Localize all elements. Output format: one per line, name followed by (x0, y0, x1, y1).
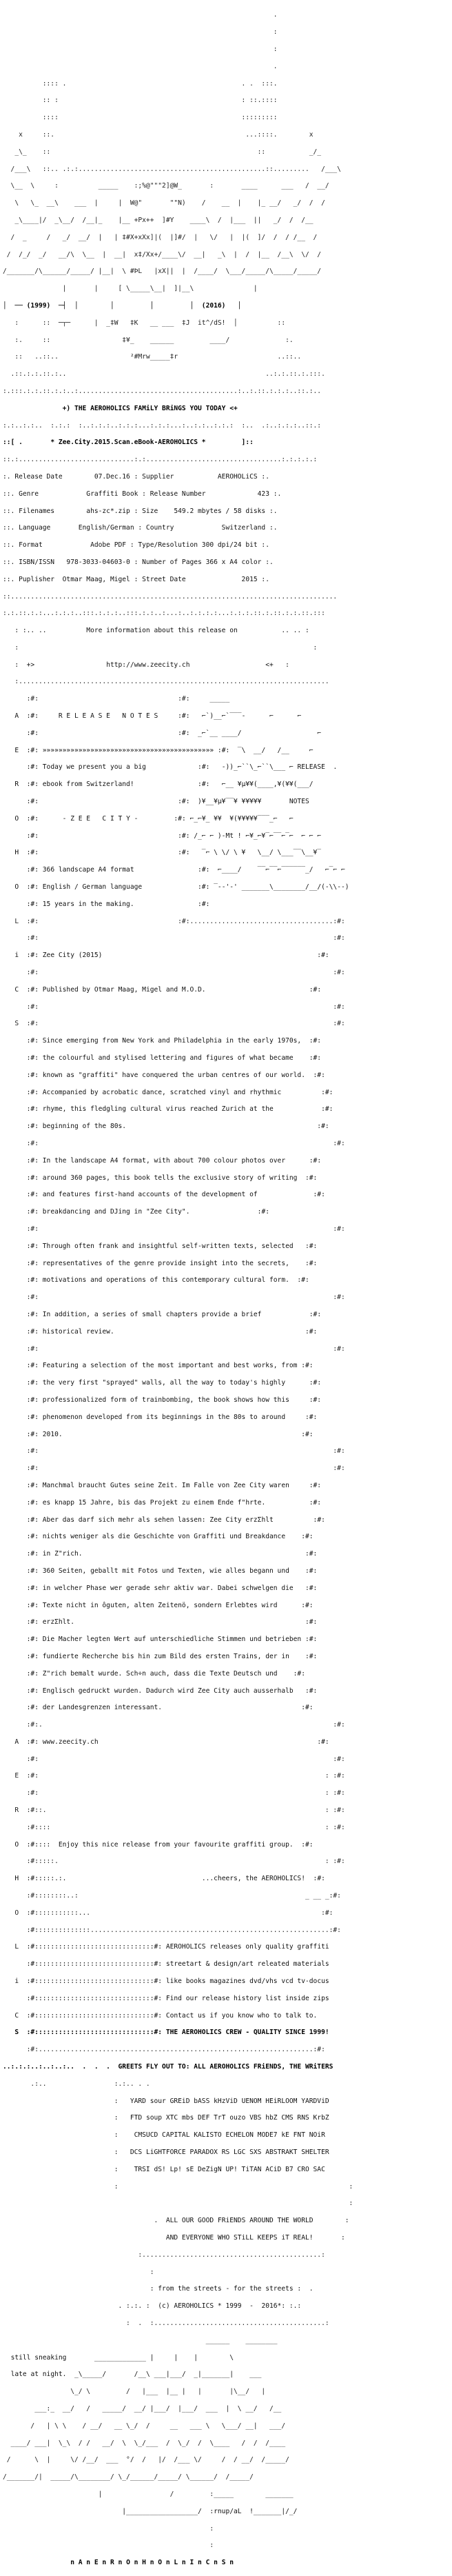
para-line: beginning of the 80s. (42, 1123, 127, 1131)
info-row-4: ::. Format Adobe PDF : Type/Resolution 300 dpi/24 bit :. (3, 541, 269, 550)
side-letter: R (14, 781, 19, 789)
ascii-art-top-12: \ \_ __\ ___ | | W@" ""N) / __ | |_ __/ _/ / / (3, 199, 325, 208)
cheers-line: H :#:::::.:. ...cheers, the AEROHOLICS! :#: (14, 1875, 325, 1883)
side-letter: R (14, 1807, 19, 1815)
divider-2: ::.:.............................:.:..................................:.:.:.:.: (3, 456, 318, 464)
friends-line-1: ALL OUR GOOD FRiENDS AROUND THE WORLD (165, 2217, 314, 2225)
side-letter: O (14, 814, 19, 823)
streets-2: . :.:. : (c) AEROHOLICS * 1999 - 2016*: :.: (3, 2302, 302, 2311)
footer-info-line: Find our release history list inside zips (165, 1994, 329, 2002)
logo-6: / \ | \/ /__/ ___ °/ / |/ /___ \/ / / __/ /_____/ (3, 2456, 289, 2464)
p6-8: :#: erzΣhlt. :#: (3, 1618, 318, 1627)
para-line: erzΣhlt. (42, 1618, 74, 1627)
notes-blank6: :#: :#: (3, 1003, 345, 1011)
logo-3: ___:_ __/ / _____/ __/ |___/ |___/ ___ | \ __/ /__ (3, 2404, 282, 2413)
p5-1: :#: the very first "sprayed" walls, all the way to today's highly :#: (3, 1379, 322, 1387)
notes-blank8: :#: :#: (3, 1140, 345, 1147)
ascii-art-top-10: /___\ ::.. .:.:...............................................::......... /___\ (3, 165, 341, 173)
notes-close: :#::::::::::::::............................................................:#: (3, 1926, 341, 1934)
enjoy-line: O :#:::: Enjoy this nice release from your favourite graffiti group. :#: (14, 1840, 314, 1849)
notes-label: NOTES (289, 798, 309, 806)
zee-city-heading: - Z E E C I T Y - (62, 814, 138, 823)
p5-4: :#: 2010. :#: (3, 1430, 314, 1438)
footer-info-3: :#::::::::::::::::::::::::::::::#: Find our release history list inside zips (3, 1994, 329, 2002)
para-line: 360 Seiten, geballt mit Fotos und Texten, wie alles begann und (42, 1567, 289, 1575)
para-line: rhyme, this fledgling cultural virus reached Zurich at the (42, 1105, 274, 1114)
side-letter: C (14, 2011, 19, 2020)
greets-line: TRSI dS! Lp! sE DeZigN UP! TiTAN ACiD B7 CRO SAC (134, 2165, 325, 2173)
logo-10: : (3, 2542, 214, 2550)
para-line: professionalized form of trainbombing, the book shows how this (42, 1396, 289, 1404)
friends-1: . ALL OUR GOOD FRiENDS AROUND THE WORLD : (3, 2217, 349, 2225)
p2-3: :#: breakdancing and DJing in "Zee City". :#: (3, 1208, 270, 1216)
ascii-art-top-13: _\____|/ _\__/ /__|_ |__ +Px++ ]#Y ____\ / |___ || _/ / /__ (3, 216, 314, 224)
family-banner (3, 405, 449, 413)
notes-spec2: O :#: English / German language :#: ‾--'-' _______\________/__/(-\\--) (14, 883, 365, 892)
url-line: : +> http://www.zeecity.ch <+ : (3, 661, 289, 669)
bottom-word-line (3, 2559, 449, 2567)
para-line: Accompanied by acrobatic dance, scratched vinyl and rhythmic (42, 1088, 282, 1096)
notes-intro2: R :#: ebook from Switzerland! :#: ⌐__ ¥µ¥¥(____,¥(¥¥(___/ (14, 781, 338, 789)
notes-arrows-line: :#: :#: _⌐`__ ____/ ⌐ (3, 729, 329, 737)
para-line: representatives of the genre provide insight into the secrets, (42, 1259, 289, 1267)
para-line: motivations and operations of this contemporary cultural form. (42, 1276, 289, 1285)
notes-blank2: :#: :#: /_⌐ ⌐ )-Mt ! ⌐¥_⌐¥‾⌐‾‾⌐‾⌐ ⌐ ⌐ ⌐ (3, 832, 322, 840)
greets-sep: .:.. :.:.. . . (3, 2080, 150, 2088)
ascii-art-top-17: | | [ \_____\__| ]|__\ | (3, 285, 258, 293)
notes-blank20: :#:::::. : :#: (3, 1858, 345, 1866)
ascii-art-top-14: / _ / _/ __/ | | ‡#X+xXx]|( |]#/ | \/ | |( ]/ / / /__ / (3, 233, 318, 241)
divider-4: :.:.::.:.:...:.:.:..:::.:.:.:..:::.:.:..:...:..:.:.:.:...:.:.:.::.:.::.:.:.::.::: (3, 610, 325, 618)
para-line: Die Macher legten Wert auf unterschiedliche Stimmen und betrieben (42, 1636, 302, 1644)
published-line: C :#: Published by Otmar Maag, Migel and M.O.D. :#: (14, 985, 322, 994)
greets-line: CMSUCD CAPITAL KALISTO ECHELON MODE7 kE FNT NOiR (134, 2131, 325, 2140)
para-line: phenomenon developed from its beginnings in the 80s to around (42, 1413, 286, 1421)
notes-zee-line: O :#: - Z E E C I T Y - :#: ⌐_⌐¥_ ¥¥ ¥(¥¥¥¥¥‾‾‾_⌐ ⌐ (14, 814, 302, 823)
ascii-art-top-23: :.:::.:.:.::.:.:..:........................................:..:.::.:.:.:..::.:.. (3, 387, 322, 395)
para-line: Since emerging from New York and Philadelphia in the early 1970s, (42, 1037, 302, 1045)
para-line: Manchmal braucht Gutes seine Zeit. Im Falle von Zee City waren (42, 1481, 289, 1489)
logo-8: | / :_____ _______ (3, 2490, 294, 2498)
notes-blank4: :#: :#: (3, 934, 345, 943)
bottom-aeroholics-word: n A n E n R n O n H n O n L n I n C n S n (70, 2559, 234, 2567)
greets-line: YARD sour GREiD bASS kHzViD UENOM HEiRLOOM YARDViD (130, 2097, 329, 2105)
published-by: Published by Otmar Maag, Migel and M.O.D. (42, 985, 206, 994)
p3-2: :#: motivations and operations of this contemporary cultural form. :#: (3, 1276, 309, 1285)
p4-1: :#: historical review. :#: (3, 1327, 318, 1336)
notes-blank17: :#: : :#: (3, 1789, 345, 1798)
notes-blank15: :#: :#: (3, 1755, 345, 1763)
signature-line: |__________________/ :rnup/aL !_______|/_/ (3, 2507, 298, 2515)
streets-top: : (3, 2268, 154, 2276)
greets-3: : DCS LiGHTFORCE PARADOX RS LGC SXS ABSTRAKT SHELTER (3, 2149, 329, 2157)
para-line: around 360 pages, this book tells the exclusive story of writing (42, 1174, 298, 1182)
logo-9: : (3, 2524, 214, 2533)
para-line: the very first "sprayed" walls, all the way to today's highly (42, 1379, 286, 1387)
p6-10: :#: fundierte Recherche bis hin zum Bild des ersten Trains, der in :#: (3, 1652, 318, 1660)
greets-2: : CMSUCD CAPITAL KALISTO ECHELON MODE7 kE FNT NOiR (3, 2131, 325, 2140)
p5-3: :#: phenomenon developed from its beginnings in the 80s to around :#: (3, 1413, 318, 1421)
notes-blank9: :#: :#: (3, 1225, 345, 1233)
notes-heading: R E L E A S E N O T E S (58, 712, 158, 721)
side-letter: i (14, 1978, 19, 1986)
side-letter: S (14, 2029, 19, 2037)
streets-line-2: (c) AEROHOLICS * 1999 - 2016* (158, 2302, 282, 2311)
book-title-line: i :#: Zee City (2015) :#: (14, 952, 329, 960)
para-line: In the landscape A4 format, with about 700 colour photos over (42, 1156, 286, 1165)
notes-spec1: :#: 366 landscape A4 format :#: ⌐____/ ‾‾⌐‾‾⌐‾‾‾‾‾‾_/ ⌐‾⌐ ⌐ (3, 866, 358, 874)
side-letter: L (14, 917, 19, 925)
greets-1: : FTD soup XTC mbs DEF TrT ouzo VBS hbZ CMS RNS KrbZ (3, 2114, 329, 2122)
ascii-art-top-21: :: ..::.. ²#Mrw_____‡r ..::.. (3, 353, 302, 361)
footer-info-line: AEROHOLICS releases only quality graffiti (165, 1943, 329, 1951)
para-line: In addition, a series of small chapters provide a brief (42, 1310, 262, 1318)
divider-3: ::.................................................................................. (3, 592, 338, 601)
friends-2: AND EVERYONE WHO STiLL KEEPS iT REAL! : (165, 2234, 345, 2242)
p3-0: :#: Through often frank and insightful self-written texts, selected :#: (3, 1242, 318, 1250)
info-row-0: :. Release Date 07.Dec.16 : Supplier AEROHOLiCS :. (3, 472, 269, 481)
footer-info-line: like books magazines dvd/vhs vcd tv-docus (165, 1978, 329, 1986)
side-letter: E (14, 746, 19, 754)
para-line: and features first-hand accounts of the development of (42, 1191, 258, 1199)
notes-blank14: :#:. :#: (3, 1721, 345, 1729)
spec-line-3: 15 years in the making. (42, 900, 134, 908)
p4-0: :#: In addition, a series of small chapters provide a brief :#: (3, 1310, 322, 1318)
para-line: 2010. (42, 1430, 63, 1438)
ascii-art-top-4: . (3, 62, 278, 70)
p6-2: :#: Aber das darf sich mehr als sehen lassen: Zee City erzΣhlt :#: (3, 1516, 325, 1524)
para-line: the colourful and stylised lettering and figures of what became (42, 1054, 294, 1063)
notes-blank13: :#: :#: (3, 1465, 345, 1473)
ascii-art-top-8: x ::. ...::::. x (3, 130, 314, 139)
streets-close: : . :...........................................: (3, 2319, 329, 2327)
para-line: historical review. (42, 1327, 114, 1336)
footer-info-line: THE AEROHOLICS CREW - QUALITY SINCE 1999! (165, 2029, 329, 2037)
notes-blank21: :#::::::::..: _ __ _:#: (3, 1892, 341, 1900)
p1-0: :#: Since emerging from New York and Philadelphia in the early 1970s, :#: (3, 1037, 322, 1045)
ascii-art-top-20: :. :: ‡¥_ ______ ____/ :. (3, 336, 294, 344)
release-title-line: ::[ . * Zee.City.2015.Scan.eBook-AEROHOLICS * ]:: (3, 439, 254, 447)
side-letter: S (14, 1020, 19, 1028)
notes-blank22: O :#:::::::::::... :#: (14, 1909, 333, 1917)
p1-1: :#: the colourful and stylised lettering and figures of what became :#: (3, 1054, 322, 1063)
ascii-art-top-2: : (3, 28, 278, 37)
para-line: breakdancing and DJing in "Zee City". (42, 1208, 190, 1216)
p6-6: :#: in welcher Phase wer gerade sehr aktiv war. Dabei schwelgen die :#: (3, 1584, 318, 1592)
still-2: late at night. _\_____/ /__\ ___|___/ _|_______| ___ (10, 2371, 262, 2379)
greets-close: :.............................................: (3, 2251, 325, 2259)
intro-line-1: Today we present you a big (42, 763, 146, 772)
release-title: * Zee.City.2015.Scan.eBook-AEROHOLICS * (50, 439, 206, 447)
book-title: Zee City (2015) (42, 952, 103, 960)
ascii-art-top-7: :::: ::::::::: (3, 114, 278, 122)
spec-line-1: 366 landscape A4 format (42, 866, 134, 874)
notes-spec3: :#: 15 years in the making. :#: (3, 900, 361, 908)
ascii-art-top-3: : (3, 46, 278, 53)
notes-blank18: R :#::. : :#: (14, 1807, 345, 1815)
notes-blank7: S :#: :#: (14, 1020, 345, 1028)
logo-5: ____/ ___| \_\ / / __/ \ \_/___ / \_/ / \____ / / /____ (3, 2439, 286, 2447)
notes-heading-line: A :#: R E L E A S E N O T E S :#: ⌐`)__⌐`‾‾‾- ⌐ ⌐ (14, 712, 302, 721)
notes-sep: L :#: :#:....................................:#: (14, 917, 345, 925)
p5-0: :#: Featuring a selection of the most important and best works, from :#: (3, 1362, 314, 1370)
greets-blank2: : (3, 2200, 353, 2208)
notes-blank16: E :#: : :#: (14, 1772, 345, 1780)
p3-1: :#: representatives of the genre provide insight into the secrets, :#: (3, 1259, 318, 1267)
para-line: Texte nicht in ôguten, alten Zeitenö, sondern Erlebtes wird (42, 1601, 278, 1609)
divider-5: :.............................................................................. (3, 678, 329, 686)
para-line: known as "graffiti" have conquered the urban centres of our world. (42, 1071, 305, 1079)
side-letter: E (14, 1772, 19, 1780)
notes-intro1: :#: Today we present you a big :#: -))_⌐``\_⌐``\___ ⌐ RELEASE . (3, 763, 338, 772)
logo-4: / | \ \ / __/ __ \_/ / __ ___ \ \___/ __| ___/ (3, 2422, 286, 2430)
notes-blank10: :#: :#: (3, 1294, 345, 1302)
artist-signature: rnup/aL (214, 2507, 242, 2515)
side-letter: i (14, 952, 19, 960)
logo-1: ______ ________ (3, 2336, 278, 2344)
p6-1: :#: es knapp 15 Jahre, bis das Projekt zu einem Ende f"hrte. :#: (3, 1498, 322, 1507)
intro-line-2: ebook from Switzerland! (42, 781, 134, 789)
info-row-5: ::. ISBN/ISSN 978-3033-04603-0 : Number of Pages 366 x A4 color :. (3, 558, 274, 566)
ascii-art-top-11: \__ \ : _____ :;%@"""2]@W_ : ____ ___ / __/ (3, 182, 329, 190)
more-info-line: : :.. .. More information about this release on .. .. : (3, 627, 309, 635)
p2-0: :#: In the landscape A4 format, with about 700 colour photos over :#: (3, 1156, 322, 1165)
year-line: │ ── (1999) ─┤ │ │ │ │ (2016) │ (3, 301, 242, 310)
greets-4: : TRSI dS! Lp! sE DeZigN UP! TiTAN ACiD B7 CRO SAC (3, 2165, 325, 2173)
ascii-art-top-16: /_______/\______/_____/ |__| \ #ÞL |xX|| | /____/ \___/_____/\_____/_____/ (3, 268, 322, 276)
release-url: http://www.zeecity.ch (106, 661, 190, 669)
p6-4: :#: in Z"rich. :#: (3, 1550, 318, 1558)
still-1: still sneaking _____________ | | | \ (10, 2353, 234, 2362)
footer-info-line: streetart & design/art releated materials (165, 1960, 329, 1969)
site-url: www.zeecity.ch (42, 1738, 99, 1746)
notes-blank3: H :#: :#: ‾⌐ \ \/ \ ¥ \__/ \___‾‾\__¥‾ (14, 849, 345, 857)
p6-5: :#: 360 Seiten, geballt mit Fotos und Texten, wie alles begann und :#: (3, 1567, 318, 1575)
logo-7: /_______/| _____/\________/ \_/______/_____/ \______/ /_____/ (3, 2473, 254, 2482)
info-row-1: ::. Genre Graffiti Book : Release Number 423 :. (3, 490, 282, 498)
side-letter: O (14, 883, 19, 892)
cheers-text: ...cheers, the AEROHOLICS! (201, 1875, 305, 1883)
side-letter: H (14, 1875, 19, 1883)
p2-2: :#: and features first-hand accounts of the development of :#: (3, 1191, 325, 1199)
still-sneaking-1: still sneaking (10, 2353, 67, 2362)
p6-7: :#: Texte nicht in ôguten, alten Zeitenö, sondern Erlebtes wird :#: (3, 1601, 314, 1609)
footer-sep: :#:.....................................................................:#: (3, 2046, 325, 2054)
greets-0: : YARD sour GREiD bASS kHzViD UENOM HEiRLOOM YARDViD (3, 2097, 329, 2105)
ascii-art-top-15: / /_/ _/ __/\ \__ | __| x‡/Xx+/____\/ __| _\ | / |__ /__\ \/ / (3, 250, 322, 259)
friends-line-2: AND EVERYONE WHO STiLL KEEPS iT REAL! (165, 2234, 314, 2242)
notes-blank19: :#:::: : :#: (3, 1823, 345, 1831)
notes-1: :#: :#: _____ (3, 695, 325, 703)
footer-info-1: :#::::::::::::::::::::::::::::::#: streetart & design/art releated materials (3, 1960, 329, 1969)
greets-blank1: : : (3, 2182, 353, 2191)
release-label: RELEASE (297, 763, 325, 772)
para-line: Featuring a selection of the most important and best works, from (42, 1362, 298, 1370)
info-row-2: ::. Filenames ahs-zc*.zip : Size 549.2 mbytes / 58 disks :. (3, 507, 278, 515)
spacer-1: : : (3, 643, 318, 652)
notes-blank1: :#: :#: )¥__¥µ¥‾‾¥ ¥¥¥¥¥ NOTES (3, 798, 309, 806)
ascii-art-top-9: _\_ :: :: _/_ (3, 148, 322, 156)
greets-line: DCS LiGHTFORCE PARADOX RS LGC SXS ABSTRAKT SHELTER (130, 2149, 329, 2157)
enjoy-text: Enjoy this nice release from your favourite graffiti group. (58, 1840, 294, 1849)
greets-line: FTD soup XTC mbs DEF TrT ouzo VBS hbZ CMS RNS KrbZ (130, 2114, 329, 2122)
side-letter: O (14, 1909, 19, 1917)
info-row-3: ::. Language English/German : Country Switzerland :. (3, 524, 278, 532)
side-letter: H (14, 849, 19, 857)
footer-info-4: C :#::::::::::::::::::::::::::::::#: Contact us if you know who to talk to. (14, 2011, 318, 2020)
para-line: fundierte Recherche bis hin zum Bild des ersten Trains, der in (42, 1652, 289, 1660)
p6-11: :#: Z"rich bemalt wurde. Sch÷n auch, dass die Texte Deutsch und :#: (3, 1669, 305, 1678)
para-line: der Landesgrenzen interessant. (42, 1704, 163, 1712)
notes-arrows: »»»»»»»»»»»»»»»»»»»»»»»»»»»»»»»»»»»»»»»»»»» (42, 746, 214, 754)
p6-3: :#: nichts weniger als die Geschichte von Graffiti und Breakdance :#: (3, 1533, 314, 1541)
side-letter: C (14, 985, 19, 994)
para-line: Englisch gedruckt wurden. Dadurch wird Zee City auch ausserhalb (42, 1687, 294, 1695)
spec-line-2: English / German language (42, 883, 143, 892)
p1-4: :#: rhyme, this fledgling cultural virus reached Zurich at the :#: (3, 1105, 333, 1114)
p6-12: :#: Englisch gedruckt wurden. Dadurch wird Zee City auch ausserhalb :#: (3, 1687, 318, 1695)
notes-blank12: :#: :#: (3, 1447, 345, 1456)
footer-info-line: Contact us if you know who to talk to. (165, 2011, 318, 2020)
para-line: in welcher Phase wer gerade sehr aktiv war. Dabei schwelgen die (42, 1584, 294, 1592)
notes-blank5: :#: :#: (3, 969, 345, 977)
ascii-art-top-22: .::.:.:.::.:.. ..:.:.::.:.:::. (3, 370, 325, 379)
para-line: es knapp 15 Jahre, bis das Projekt zu einem Ende f"hrte. (42, 1498, 266, 1507)
notes-arrows-row: E :#: »»»»»»»»»»»»»»»»»»»»»»»»»»»»»»»»»»»»»»»»»»» :#: ‾\ __/ /__ ⌐ (14, 746, 322, 754)
p6-9: :#: Die Macher legten Wert auf unterschiedliche Stimmen und betrieben :#: (3, 1636, 318, 1644)
p1-2: :#: known as "graffiti" have conquered the urban centres of our world. :#: (3, 1071, 325, 1079)
p1-5: :#: beginning of the 80s. :#: (3, 1123, 329, 1131)
ascii-art-top-19: : :: ─┬─ | _‡W ‡K __ ___ ‡J it^/dS! │ :: (3, 319, 286, 327)
ascii-art-top-1: . (3, 11, 278, 19)
footer-info-0: L :#::::::::::::::::::::::::::::::#: AEROHOLICS releases only quality graffiti (14, 1943, 329, 1951)
streets-1: : from the streets - for the streets : . (3, 2285, 314, 2293)
para-line: Z"rich bemalt wurde. Sch÷n auch, dass die Texte Deutsch und (42, 1669, 278, 1678)
notes-blank11: :#: :#: (3, 1345, 345, 1353)
banner-text: +) THE AEROHOLICS FAMiLY BRiNGS YOU TODAY <+ (62, 404, 238, 412)
p5-2: :#: professionalized form of trainbombing, the book shows how this :#: (3, 1396, 322, 1404)
side-letter: O (14, 1840, 19, 1849)
para-line: in Z"rich. (42, 1550, 83, 1558)
greets-heading: GREETS FLY OUT TO: ALL AEROHOLICS FRiENDS, THE WRiTERS (118, 2063, 333, 2071)
para-line: Aber das darf sich mehr als sehen lassen: Zee City erzΣhlt (42, 1516, 274, 1524)
para-line: Through often frank and insightful self-written texts, selected (42, 1242, 294, 1250)
para-line: nichts weniger als die Geschichte von Graffiti und Breakdance (42, 1533, 286, 1541)
greets-heading-line: ..:.:.:..:..:..:.. . . . GREETS FLY OUT TO: ALL AEROHOLICS FRiENDS, THE WRiTERS (3, 2063, 333, 2071)
site-line: A :#: www.zeecity.ch :#: (14, 1738, 329, 1746)
still-sneaking-2: late at night. (10, 2371, 67, 2379)
footer-info-2: i :#::::::::::::::::::::::::::::::#: like books magazines dvd/vhs vcd tv-docus (14, 1978, 329, 1986)
info-row-6: ::. Puplisher Otmar Maag, Migel : Street Date 2015 :. (3, 575, 269, 583)
side-letter: L (14, 1943, 19, 1951)
side-letter: A (14, 712, 19, 721)
p6-0: :#: Manchmal braucht Gutes seine Zeit. Im Falle von Zee City waren :#: (3, 1481, 322, 1489)
footer-info-5: S :#::::::::::::::::::::::::::::::#: THE AEROHOLICS CREW - QUALITY SINCE 1999! (14, 2029, 329, 2037)
ascii-art-top-6: :: : : ::.:::: (3, 97, 278, 105)
ascii-art-top-5: :::: . . . :::. (3, 79, 278, 88)
nfo-document (3, 3, 449, 2567)
more-info-text: More information about this release on (86, 627, 238, 635)
p1-3: :#: Accompanied by acrobatic dance, scratched vinyl and rhythmic :#: (3, 1088, 333, 1096)
p6-13: :#: der Landesgrenzen interessant. :#: (3, 1704, 314, 1712)
p2-1: :#: around 360 pages, this book tells the exclusive story of writing :#: (3, 1174, 318, 1182)
logo-2: \_/ \ / |___ |__ | | |\__/ | (3, 2388, 266, 2396)
divider-1: :.:..:.:.. :.:.: :..:.:.:..:.:.:...:.:.:...:..:.:..:.:.: :.. .:..:.:.:..::.: (3, 421, 322, 430)
side-letter: A (14, 1738, 19, 1746)
streets-line-1: from the streets - for the streets (158, 2285, 294, 2293)
